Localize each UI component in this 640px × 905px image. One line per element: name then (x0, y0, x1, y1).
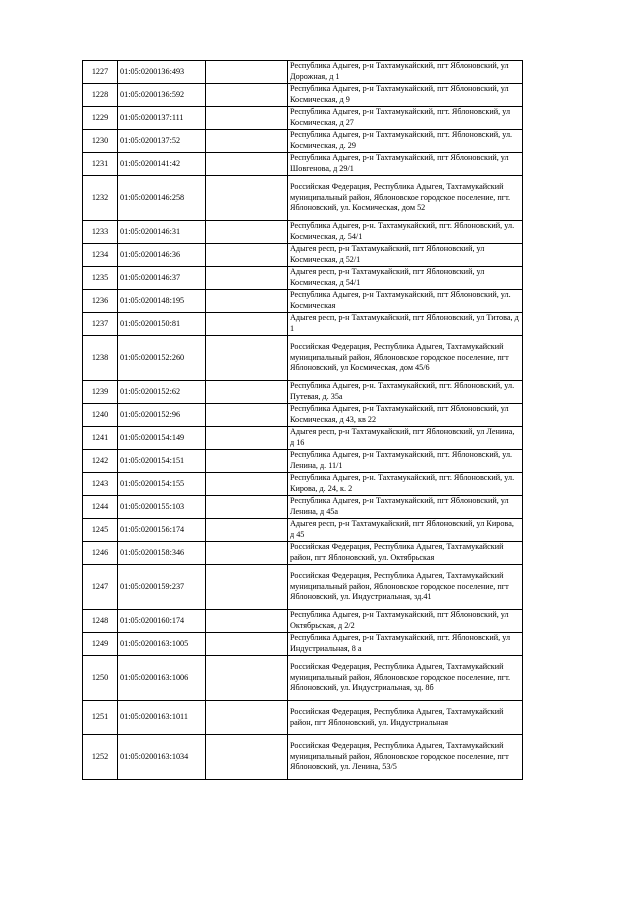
cadastral-number-cell: 01:05:0200146:36 (118, 244, 206, 267)
table-row (83, 519, 523, 542)
address-cell: Адыгея респ, р-н Тахтамукайский, пгт Яблоновский, ул Кирова, д 45 (288, 519, 523, 542)
empty-cell (206, 381, 288, 404)
empty-cell (206, 176, 288, 221)
row-number-cell: 1234 (83, 244, 118, 267)
row-number-cell: 1243 (83, 473, 118, 496)
row-number-cell: 1251 (83, 701, 118, 735)
cadastral-number-cell: 01:05:0200136:493 (118, 61, 206, 84)
empty-cell (206, 496, 288, 519)
address-cell: Российская Федерация, Республика Адыгея, Тахтамукайский район, пгт Яблоновский, ул. Октябрьская (288, 542, 523, 565)
address-cell: Республика Адыгея, р-н Тахтамукайский, пгт. Яблоновский, ул. Космическая, д. 29 (288, 130, 523, 153)
table-row (83, 381, 523, 404)
cadastral-number-cell: 01:05:0200152:96 (118, 404, 206, 427)
table-row (83, 450, 523, 473)
empty-cell (206, 130, 288, 153)
empty-cell (206, 519, 288, 542)
row-number-cell: 1227 (83, 61, 118, 84)
cadastral-number-cell: 01:05:0200154:151 (118, 450, 206, 473)
table-row (83, 656, 523, 701)
empty-cell (206, 450, 288, 473)
address-cell: Российская Федерация, Республика Адыгея, Тахтамукайский район, пгт Яблоновский, ул. Индустриальная (288, 701, 523, 735)
row-number-cell: 1249 (83, 633, 118, 656)
cadastral-number-cell: 01:05:0200150:81 (118, 313, 206, 336)
row-number-cell: 1240 (83, 404, 118, 427)
empty-cell (206, 735, 288, 780)
cadastral-number-cell: 01:05:0200159:237 (118, 565, 206, 610)
cadastral-number-cell: 01:05:0200160:174 (118, 610, 206, 633)
empty-cell (206, 565, 288, 610)
empty-cell (206, 61, 288, 84)
empty-cell (206, 427, 288, 450)
table-row (83, 61, 523, 84)
empty-cell (206, 656, 288, 701)
address-cell: Адыгея респ, р-н Тахтамукайский, пгт Яблоновский, ул Космическая, д 54/1 (288, 267, 523, 290)
table-row (83, 290, 523, 313)
address-cell: Адыгея респ, р-н Тахтамукайский, пгт Яблоновский, ул Ленина, д 16 (288, 427, 523, 450)
registry-table-body (83, 61, 523, 780)
cadastral-number-cell: 01:05:0200146:37 (118, 267, 206, 290)
cadastral-number-cell: 01:05:0200146:258 (118, 176, 206, 221)
address-cell: Республика Адыгея, р-н Тахтамукайский, пгт Яблоновский, ул Космическая, д 9 (288, 84, 523, 107)
table-row (83, 542, 523, 565)
address-cell: Адыгея респ, р-н Тахтамукайский, пгт Яблоновский, ул Космическая, д 52/1 (288, 244, 523, 267)
cadastral-number-cell: 01:05:0200146:31 (118, 221, 206, 244)
row-number-cell: 1245 (83, 519, 118, 542)
address-cell: Республика Адыгея, р-н Тахтамукайский, пгт Яблоновский, ул Космическая, д 43, кв 22 (288, 404, 523, 427)
address-cell: Республика Адыгея, р-н Тахтамукайский, пгт Яблоновский, ул Ленина, д 45а (288, 496, 523, 519)
row-number-cell: 1237 (83, 313, 118, 336)
empty-cell (206, 336, 288, 381)
address-cell: Республика Адыгея, р-н Тахтамукайский, пгт Яблоновский, ул Шовгенова, д 29/1 (288, 153, 523, 176)
cadastral-number-cell: 01:05:0200152:62 (118, 381, 206, 404)
document-page (82, 60, 522, 780)
empty-cell (206, 153, 288, 176)
table-row (83, 130, 523, 153)
row-number-cell: 1242 (83, 450, 118, 473)
cadastral-number-cell: 01:05:0200163:1006 (118, 656, 206, 701)
cadastral-number-cell: 01:05:0200137:52 (118, 130, 206, 153)
address-cell: Республика Адыгея, р-н Тахтамукайский, пгт. Яблоновский, ул. Ленина, д. 11/1 (288, 450, 523, 473)
empty-cell (206, 701, 288, 735)
cadastral-number-cell: 01:05:0200141:42 (118, 153, 206, 176)
cadastral-number-cell: 01:05:0200163:1011 (118, 701, 206, 735)
row-number-cell: 1229 (83, 107, 118, 130)
cadastral-number-cell: 01:05:0200156:174 (118, 519, 206, 542)
table-row (83, 336, 523, 381)
address-cell: Республика Адыгея, р-н Тахтамукайский, пгт. Яблоновский, ул Космическая, д 27 (288, 107, 523, 130)
address-cell: Республика Адыгея, р-н. Тахтамукайский, пгт. Яблоновский, ул. Космическая, д. 54/1 (288, 221, 523, 244)
table-row (83, 404, 523, 427)
row-number-cell: 1233 (83, 221, 118, 244)
table-row (83, 221, 523, 244)
empty-cell (206, 633, 288, 656)
row-number-cell: 1248 (83, 610, 118, 633)
address-cell: Российская Федерация, Республика Адыгея, Тахтамукайский муниципальный район, Яблоновское городское поселение, пгт Яблоновский, ул. Ленина, 53/5 (288, 735, 523, 780)
address-cell: Российская Федерация, Республика Адыгея, Тахтамукайский муниципальный район, Яблоновское городское поселение, пгт Яблоновский, ул. Индустриальная, зд.41 (288, 565, 523, 610)
address-cell: Адыгея респ, р-н Тахтамукайский, пгт Яблоновский, ул Титова, д 1 (288, 313, 523, 336)
cadastral-number-cell: 01:05:0200163:1005 (118, 633, 206, 656)
table-row (83, 496, 523, 519)
row-number-cell: 1228 (83, 84, 118, 107)
table-row (83, 427, 523, 450)
table-row (83, 267, 523, 290)
table-row (83, 84, 523, 107)
table-row (83, 701, 523, 735)
cadastral-number-cell: 01:05:0200154:155 (118, 473, 206, 496)
empty-cell (206, 473, 288, 496)
row-number-cell: 1235 (83, 267, 118, 290)
table-row (83, 107, 523, 130)
empty-cell (206, 610, 288, 633)
empty-cell (206, 313, 288, 336)
empty-cell (206, 244, 288, 267)
cadastral-number-cell: 01:05:0200152:260 (118, 336, 206, 381)
table-row (83, 313, 523, 336)
empty-cell (206, 267, 288, 290)
row-number-cell: 1244 (83, 496, 118, 519)
empty-cell (206, 290, 288, 313)
address-cell: Республика Адыгея, р-н Тахтамукайский, пгт. Яблоновский, ул Индустриальная, 8 а (288, 633, 523, 656)
row-number-cell: 1231 (83, 153, 118, 176)
empty-cell (206, 404, 288, 427)
row-number-cell: 1236 (83, 290, 118, 313)
table-row (83, 633, 523, 656)
table-row (83, 153, 523, 176)
cadastral-number-cell: 01:05:0200158:346 (118, 542, 206, 565)
row-number-cell: 1238 (83, 336, 118, 381)
row-number-cell: 1247 (83, 565, 118, 610)
cadastral-number-cell: 01:05:0200148:195 (118, 290, 206, 313)
empty-cell (206, 542, 288, 565)
address-cell: Республика Адыгея, р-н. Тахтамукайский, пгт. Яблоновский, ул. Кирова, д. 24, к. 2 (288, 473, 523, 496)
row-number-cell: 1241 (83, 427, 118, 450)
row-number-cell: 1250 (83, 656, 118, 701)
table-row (83, 473, 523, 496)
table-row (83, 176, 523, 221)
cadastral-number-cell: 01:05:0200163:1034 (118, 735, 206, 780)
row-number-cell: 1232 (83, 176, 118, 221)
cadastral-number-cell: 01:05:0200155:103 (118, 496, 206, 519)
table-row (83, 244, 523, 267)
address-cell: Республика Адыгея, р-н Тахтамукайский, пгт Яблоновский, ул. Космическая (288, 290, 523, 313)
row-number-cell: 1230 (83, 130, 118, 153)
table-row (83, 610, 523, 633)
address-cell: Российская Федерация, Республика Адыгея, Тахтамукайский муниципальный район, Яблоновское городское поселение, пгт. Яблоновский, ул. Космическая, дом 52 (288, 176, 523, 221)
address-cell: Российская Федерация, Республика Адыгея, Тахтамукайский муниципальный район, Яблоновское городское поселение, пгт. Яблоновский, ул. Индустриальная, зд. 8б (288, 656, 523, 701)
empty-cell (206, 107, 288, 130)
cadastral-number-cell: 01:05:0200136:592 (118, 84, 206, 107)
row-number-cell: 1246 (83, 542, 118, 565)
empty-cell (206, 84, 288, 107)
row-number-cell: 1252 (83, 735, 118, 780)
cadastral-number-cell: 01:05:0200137:111 (118, 107, 206, 130)
table-row (83, 565, 523, 610)
registry-table (82, 60, 523, 780)
address-cell: Российская Федерация, Республика Адыгея, Тахтамукайский муниципальный район, Яблоновское городское поселение, пгт Яблоновский, ул Космическая, дом 45/6 (288, 336, 523, 381)
address-cell: Республика Адыгея, р-н. Тахтамукайский, пгт. Яблоновский, ул. Путевая, д. 35а (288, 381, 523, 404)
address-cell: Республика Адыгея, р-н Тахтамукайский, пгт Яблоновский, ул Октябрьская, д 2/2 (288, 610, 523, 633)
row-number-cell: 1239 (83, 381, 118, 404)
empty-cell (206, 221, 288, 244)
address-cell: Республика Адыгея, р-н Тахтамукайский, пгт Яблоновский, ул Дорожная, д 1 (288, 61, 523, 84)
cadastral-number-cell: 01:05:0200154:149 (118, 427, 206, 450)
table-row (83, 735, 523, 780)
